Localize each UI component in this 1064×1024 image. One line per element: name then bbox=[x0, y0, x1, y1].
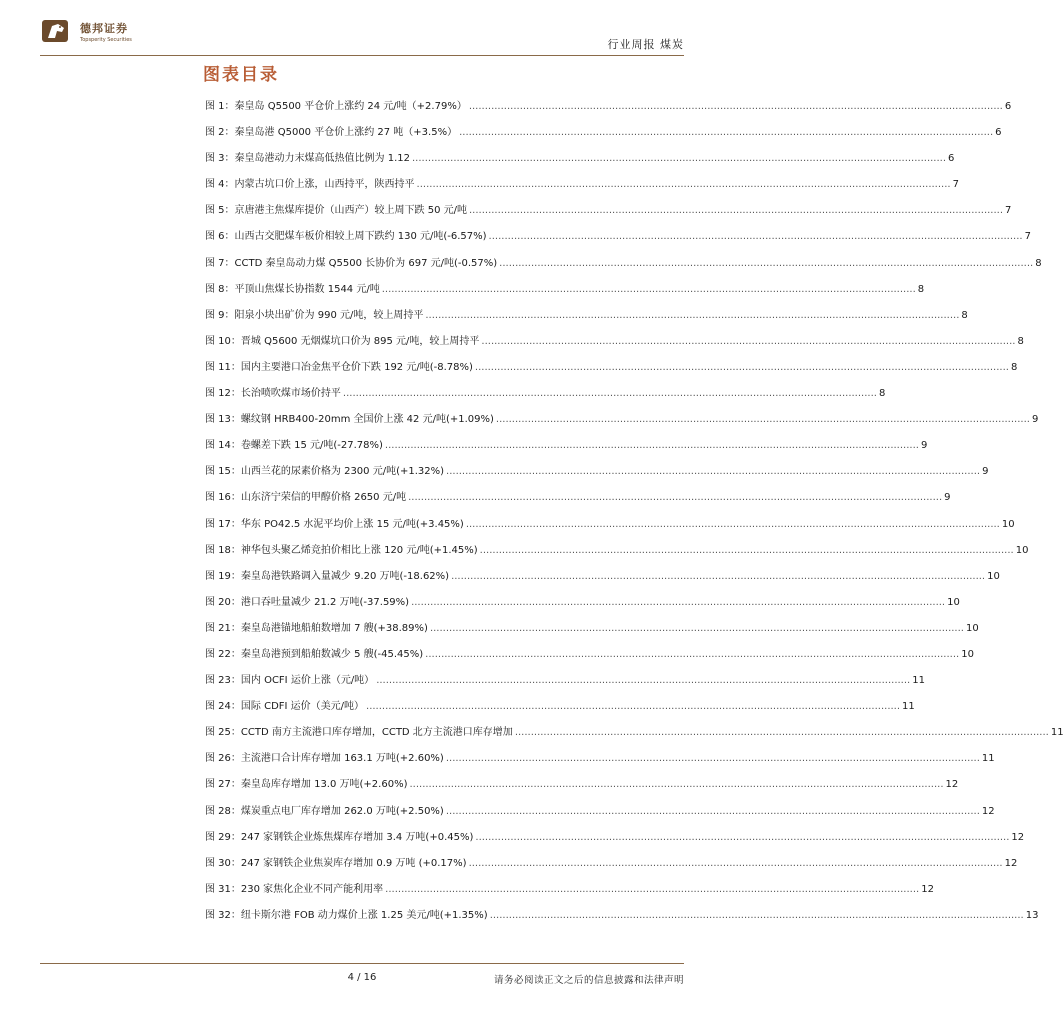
page-number: 4 / 16 bbox=[347, 972, 377, 983]
company-logo bbox=[40, 14, 180, 48]
toc-entry-page: 12 bbox=[1011, 831, 1025, 843]
toc-entry[interactable] bbox=[205, 227, 1031, 253]
toc-entry[interactable] bbox=[205, 671, 925, 697]
toc-entry-page: 7 bbox=[952, 179, 959, 191]
toc-entry-page: 10 bbox=[961, 648, 974, 660]
toc-leader-dots bbox=[499, 258, 1033, 269]
toc-entry-label: 图 13：螺纹钢 HRB400-20mm 全国价上涨 42 元/吨(+1.09%) bbox=[205, 414, 494, 426]
toc-entry-page: 8 bbox=[961, 309, 968, 321]
toc-leader-dots bbox=[417, 179, 951, 190]
toc-leader-dots bbox=[408, 492, 942, 503]
toc-entry-page: 12 bbox=[1004, 857, 1018, 869]
toc-entry[interactable] bbox=[205, 358, 1018, 384]
toc-entry-page: 11 bbox=[981, 753, 995, 765]
toc-entry[interactable] bbox=[205, 384, 886, 410]
toc-entry[interactable] bbox=[205, 541, 1029, 567]
toc-entry-label: 图 3：秦皇岛港动力末煤高低热值比例为 1.12 bbox=[205, 153, 410, 165]
toc-entry-page: 10 bbox=[947, 596, 960, 608]
toc-entry-page: 11 bbox=[1050, 727, 1064, 739]
toc-entry[interactable] bbox=[205, 175, 959, 201]
toc-entry-label: 图 23：国内 OCFI 运价上涨（元/吨） bbox=[205, 675, 375, 687]
toc-leader-dots bbox=[459, 127, 993, 138]
toc-entry[interactable] bbox=[205, 567, 1000, 593]
toc-leader-dots bbox=[343, 388, 877, 399]
toc-entry[interactable] bbox=[205, 619, 979, 645]
toc-entry[interactable] bbox=[205, 410, 1039, 436]
toc-title: 图表目录 bbox=[203, 65, 279, 85]
toc-entry-page: 8 bbox=[1035, 257, 1042, 269]
toc-entry-page: 6 bbox=[1004, 101, 1012, 112]
toc-entry[interactable] bbox=[205, 436, 928, 462]
table-of-figures bbox=[205, 97, 1064, 932]
toc-entry-label: 图 7：CCTD 秦皇岛动力煤 Q5500 长协价为 697 元/吨(-0.57%) bbox=[205, 257, 498, 269]
toc-leader-dots bbox=[366, 701, 900, 712]
toc-entry-label: 图 25：CCTD 南方主流港口库存增加，CCTD 北方主流港口库存增加 bbox=[205, 727, 513, 739]
toc-entry-label: 图 20：港口吞吐量减少 21.2 万吨(-37.59%) bbox=[205, 596, 410, 608]
toc-entry-label: 图 14：卷螺差下跌 15 元/吨(-27.78%) bbox=[205, 440, 383, 452]
toc-entry-label: 图 5：京唐港主焦煤库提价（山西产）较上周下跌 50 元/吨 bbox=[205, 205, 467, 217]
toc-entry-page: 11 bbox=[902, 701, 915, 713]
toc-leader-dots bbox=[515, 727, 1049, 738]
toc-entry[interactable] bbox=[205, 749, 995, 775]
toc-entry-page: 7 bbox=[1024, 231, 1031, 243]
toc-leader-dots bbox=[469, 858, 1003, 869]
toc-entry-label: 图 29：247 家钢铁企业炼焦煤库存增加 3.4 万吨(+0.45%) bbox=[205, 831, 474, 843]
toc-entry[interactable] bbox=[205, 645, 974, 671]
toc-leader-dots bbox=[475, 832, 1009, 843]
logo-english-name: Topsperity Securities bbox=[80, 36, 132, 43]
horse-logo-icon bbox=[40, 16, 74, 46]
toc-entry-label: 图 24：国际 CDFI 运价（美元/吨） bbox=[205, 701, 365, 713]
toc-leader-dots bbox=[409, 779, 943, 790]
toc-entry-page: 9 bbox=[920, 440, 928, 452]
toc-entry-label: 图 2：秦皇岛港 Q5000 平仓价上涨约 27 吨（+3.5%） bbox=[205, 127, 458, 139]
toc-entry-label: 图 9：阳泉小块出矿价为 990 元/吨，较上周持平 bbox=[205, 309, 424, 321]
header-divider bbox=[40, 55, 684, 56]
toc-entry-label: 图 15：山西兰花的尿素价格为 2300 元/吨(+1.32%) bbox=[205, 466, 445, 478]
toc-entry-page: 10 bbox=[1015, 544, 1029, 556]
toc-entry[interactable] bbox=[205, 123, 1002, 149]
toc-entry[interactable] bbox=[205, 149, 955, 175]
toc-entry-label: 图 22：秦皇岛港预到船舶数减少 5 艘(-45.45%) bbox=[205, 648, 424, 660]
toc-entry-label: 图 26：主流港口合计库存增加 163.1 万吨(+2.60%) bbox=[205, 753, 444, 765]
toc-entry-label: 图 31：230 家焦化企业不同产能利用率 bbox=[205, 883, 384, 895]
toc-entry-label: 图 28：煤炭重点电厂库存增加 262.0 万吨(+2.50%) bbox=[205, 805, 444, 817]
toc-entry[interactable] bbox=[205, 280, 925, 306]
toc-leader-dots bbox=[475, 362, 1009, 373]
toc-entry-page: 9 bbox=[944, 492, 951, 504]
toc-entry[interactable] bbox=[205, 201, 1012, 227]
toc-entry-page: 6 bbox=[948, 153, 955, 165]
report-category: 行业周报 煤炭 bbox=[607, 38, 684, 51]
toc-entry-page: 10 bbox=[965, 622, 979, 634]
toc-entry-page: 8 bbox=[878, 388, 886, 400]
toc-entry-label: 图 8：平顶山焦煤长协指数 1544 元/吨 bbox=[205, 283, 380, 295]
toc-entry-label: 图 30：247 家钢铁企业焦炭库存增加 0.9 万吨 (+0.17%) bbox=[205, 857, 467, 869]
toc-entry[interactable] bbox=[205, 723, 1064, 749]
toc-entry-label: 图 27：秦皇岛库存增加 13.0 万吨(+2.60%) bbox=[205, 779, 408, 791]
toc-entry[interactable] bbox=[205, 254, 1042, 280]
toc-leader-dots bbox=[376, 675, 910, 686]
toc-leader-dots bbox=[469, 101, 1003, 112]
toc-leader-dots bbox=[425, 649, 959, 660]
toc-entry-label: 图 11：国内主要港口冶金焦平仓价下跌 192 元/吨(-8.78%) bbox=[205, 361, 473, 373]
toc-leader-dots bbox=[385, 440, 919, 451]
toc-leader-dots bbox=[412, 153, 946, 164]
toc-entry-label: 图 32：纽卡斯尔港 FOB 动力煤价上涨 1.25 美元/吨(+1.35%) bbox=[205, 909, 488, 921]
toc-entry-page: 12 bbox=[981, 805, 995, 817]
toc-entry[interactable] bbox=[205, 880, 934, 906]
toc-leader-dots bbox=[469, 205, 1003, 216]
toc-entry[interactable] bbox=[205, 97, 1012, 123]
toc-entry-page: 8 bbox=[1010, 361, 1018, 373]
toc-entry-page: 11 bbox=[912, 675, 925, 687]
toc-entry-label: 图 4：内蒙古坑口价上涨，山西持平，陕西持平 bbox=[205, 179, 415, 191]
footer-divider bbox=[40, 963, 684, 964]
toc-entry-page: 13 bbox=[1025, 909, 1039, 921]
toc-entry-label: 图 19：秦皇岛港铁路调入量减少 9.20 万吨(-18.62%) bbox=[205, 570, 450, 582]
toc-entry-page: 9 bbox=[1031, 414, 1039, 426]
logo-chinese-name: 德邦证券 bbox=[80, 21, 128, 35]
toc-entry[interactable] bbox=[205, 462, 989, 488]
toc-entry-page: 8 bbox=[917, 283, 925, 295]
toc-entry-label: 图 18：神华包头聚乙烯竞拍价相比上涨 120 元/吨(+1.45%) bbox=[205, 544, 478, 556]
toc-entry-page: 6 bbox=[995, 127, 1002, 139]
toc-leader-dots bbox=[430, 623, 964, 634]
toc-leader-dots bbox=[480, 545, 1014, 556]
toc-entry[interactable] bbox=[205, 306, 968, 332]
toc-leader-dots bbox=[489, 231, 1023, 242]
toc-entry-page: 8 bbox=[1017, 335, 1024, 347]
toc-entry-label: 图 10：晋城 Q5600 无烟煤坑口价为 895 元/吨，较上周持平 bbox=[205, 335, 480, 347]
toc-entry-page: 12 bbox=[921, 883, 934, 895]
toc-leader-dots bbox=[411, 597, 945, 608]
toc-entry-page: 12 bbox=[945, 779, 959, 791]
toc-entry[interactable] bbox=[205, 332, 1024, 358]
toc-entry-label: 图 17：华东 PO42.5 水泥平均价上涨 15 元/吨(+3.45%) bbox=[205, 518, 464, 530]
toc-entry[interactable] bbox=[205, 593, 960, 619]
toc-entry[interactable] bbox=[205, 854, 1018, 880]
toc-leader-dots bbox=[446, 806, 980, 817]
toc-entry[interactable] bbox=[205, 775, 959, 801]
toc-leader-dots bbox=[425, 310, 959, 321]
toc-leader-dots bbox=[446, 753, 980, 764]
toc-leader-dots bbox=[446, 466, 980, 477]
toc-entry-label: 图 6：山西古交肥煤车板价相较上周下跌约 130 元/吨(-6.57%) bbox=[205, 231, 487, 243]
toc-leader-dots bbox=[496, 414, 1030, 425]
toc-entry[interactable] bbox=[205, 515, 1015, 541]
toc-entry-label: 图 1：秦皇岛 Q5500 平仓价上涨约 24 元/吨（+2.79%） bbox=[205, 101, 467, 112]
toc-entry[interactable] bbox=[205, 697, 915, 723]
toc-entry-page: 10 bbox=[1001, 518, 1015, 530]
toc-leader-dots bbox=[481, 336, 1015, 347]
toc-leader-dots bbox=[382, 284, 916, 295]
page-header bbox=[0, 0, 724, 60]
toc-entry-label: 图 16：山东济宁荣信的甲醇价格 2650 元/吨 bbox=[205, 492, 407, 504]
toc-entry-page: 10 bbox=[987, 570, 1000, 582]
toc-entry-label: 图 21：秦皇岛港锚地船舶数增加 7 艘(+38.89%) bbox=[205, 622, 428, 634]
toc-entry[interactable] bbox=[205, 802, 995, 828]
toc-leader-dots bbox=[490, 910, 1024, 921]
toc-leader-dots bbox=[451, 571, 985, 582]
toc-leader-dots bbox=[466, 519, 1000, 530]
disclaimer-note: 请务必阅读正文之后的信息披露和法律声明 bbox=[493, 975, 684, 986]
toc-entry-label: 图 12：长治喷吹煤市场价持平 bbox=[205, 388, 341, 400]
toc-leader-dots bbox=[385, 884, 919, 895]
toc-entry[interactable] bbox=[205, 488, 951, 514]
toc-entry-page: 7 bbox=[1005, 205, 1012, 217]
toc-entry-page: 9 bbox=[982, 466, 989, 478]
toc-entry[interactable] bbox=[205, 906, 1039, 932]
toc-entry[interactable] bbox=[205, 828, 1025, 854]
